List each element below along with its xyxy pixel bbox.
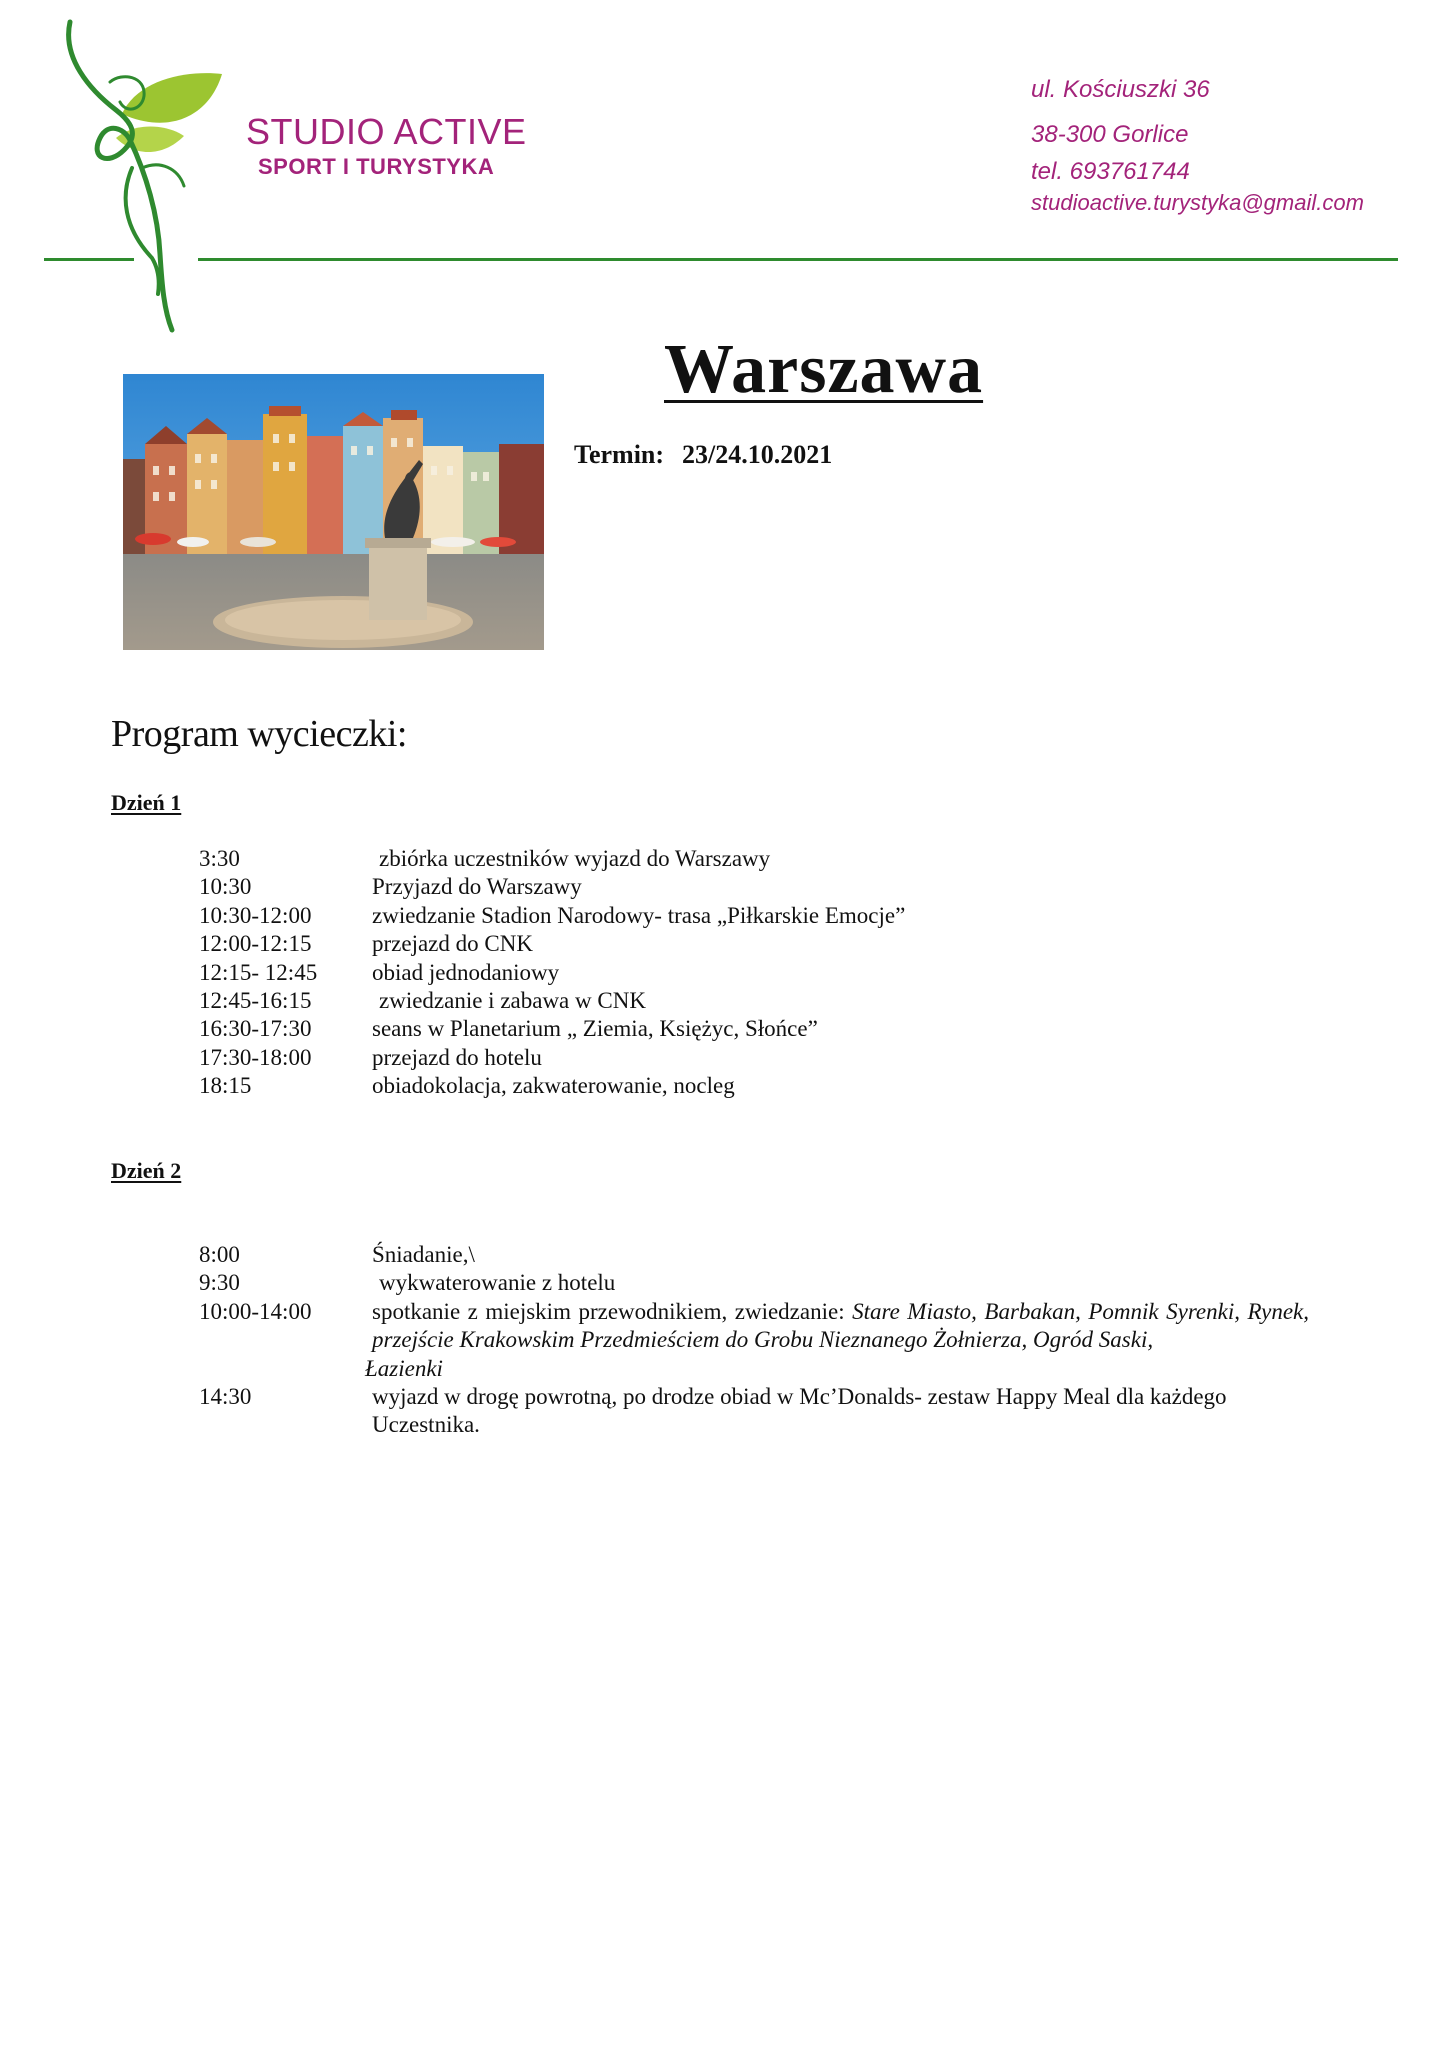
document-title: Warszawa	[664, 331, 984, 408]
header-rule-left	[44, 258, 134, 261]
warsaw-old-town-photo	[123, 374, 544, 650]
schedule-row	[199, 959, 1309, 987]
contact-city: 38-300 Gorlice	[1031, 121, 1189, 148]
schedule-desc: Śniadanie,\	[372, 1242, 475, 1267]
header-rule-right	[198, 258, 1398, 261]
schedule-time: 10:30	[199, 874, 252, 900]
brand-subtitle: SPORT I TURYSTYKA	[258, 154, 495, 179]
schedule-desc: seans w Planetarium „ Ziemia, Księżyc, Słońce”	[372, 1016, 818, 1042]
schedule-desc: wykwaterowanie z hotelu	[379, 1270, 616, 1296]
schedule-row	[199, 1044, 1309, 1072]
contact-street: ul. Kościuszki 36	[1031, 76, 1210, 103]
schedule-row	[199, 873, 1309, 901]
termin-value: 23/24.10.2021	[682, 440, 833, 469]
logo-stem	[69, 22, 172, 330]
schedule-row	[199, 1298, 1309, 1383]
schedule-time: 10:30-12:00	[199, 902, 312, 928]
schedule-time: 17:30-18:00	[199, 1044, 312, 1070]
schedule-desc: obiadokolacja, zakwaterowanie, nocleg	[372, 1073, 735, 1099]
schedule-row	[199, 1269, 1309, 1297]
schedule-time: 3:30	[199, 846, 240, 871]
schedule-desc-continuation: Łazienki	[365, 1355, 443, 1381]
brand-name: STUDIO ACTIVE	[246, 111, 527, 152]
schedule-time: 12:15- 12:45	[199, 959, 318, 985]
schedule-desc: przejazd do hotelu	[372, 1044, 542, 1070]
studio-active-logo	[60, 18, 230, 333]
day-1-heading: Dzień 1	[111, 790, 182, 815]
schedule-time: 18:15	[199, 1073, 252, 1099]
schedule-time: 12:45-16:15	[199, 988, 312, 1014]
schedule-desc: zbiórka uczestników wyjazd do Warszawy	[379, 846, 771, 871]
schedule-desc: zwiedzanie Stadion Narodowy- trasa „Piłkarskie Emocje”	[372, 902, 906, 928]
schedule-row	[199, 1383, 1309, 1440]
schedule-time: 16:30-17:30	[199, 1016, 312, 1042]
day-2-schedule	[199, 1241, 1309, 1440]
schedule-row	[199, 1072, 1309, 1100]
day-2-heading: Dzień 2	[111, 1158, 182, 1183]
program-heading: Program wycieczki:	[111, 713, 407, 755]
schedule-desc: wyjazd w drogę powrotną, po drodze obiad w Mc’Donalds- zestaw Happy Meal dla każdego Uczestnika.	[372, 1384, 1227, 1438]
schedule-desc-places: Stare Miasto, Barbakan, Pomnik Syrenki, Rynek, przejście Krakowskim Przedmieściem do Grobu Nieznanego Żołnierza, Ogród Saski,	[372, 1298, 1309, 1353]
contact-phone: tel. 693761744	[1031, 158, 1190, 185]
schedule-desc: obiad jednodaniowy	[372, 959, 560, 985]
schedule-desc-plain: spotkanie z miejskim przewodnikiem, zwiedzanie:	[372, 1298, 845, 1324]
schedule-time: 8:00	[199, 1242, 240, 1267]
schedule-time: 9:30	[199, 1270, 240, 1296]
brand-block	[246, 112, 527, 182]
schedule-desc: Przyjazd do Warszawy	[372, 874, 582, 900]
schedule-time: 12:00-12:15	[199, 931, 312, 957]
schedule-row	[199, 987, 1309, 1015]
day-1-schedule	[199, 845, 1309, 1101]
schedule-desc: zwiedzanie i zabawa w CNK	[379, 988, 646, 1014]
contact-email: studioactive.turystyka@gmail.com	[1031, 190, 1364, 215]
schedule-row	[199, 1015, 1309, 1043]
schedule-time: 10:00-14:00	[199, 1298, 312, 1324]
schedule-row	[199, 1241, 1309, 1269]
termin-line	[574, 440, 832, 470]
logo-figure-leg	[126, 168, 159, 294]
schedule-desc	[372, 1298, 1309, 1355]
schedule-time: 14:30	[199, 1384, 252, 1410]
termin-label: Termin:	[574, 440, 665, 469]
schedule-row	[199, 902, 1309, 930]
schedule-row	[199, 930, 1309, 958]
schedule-desc: przejazd do CNK	[372, 931, 533, 957]
schedule-row	[199, 845, 1309, 873]
